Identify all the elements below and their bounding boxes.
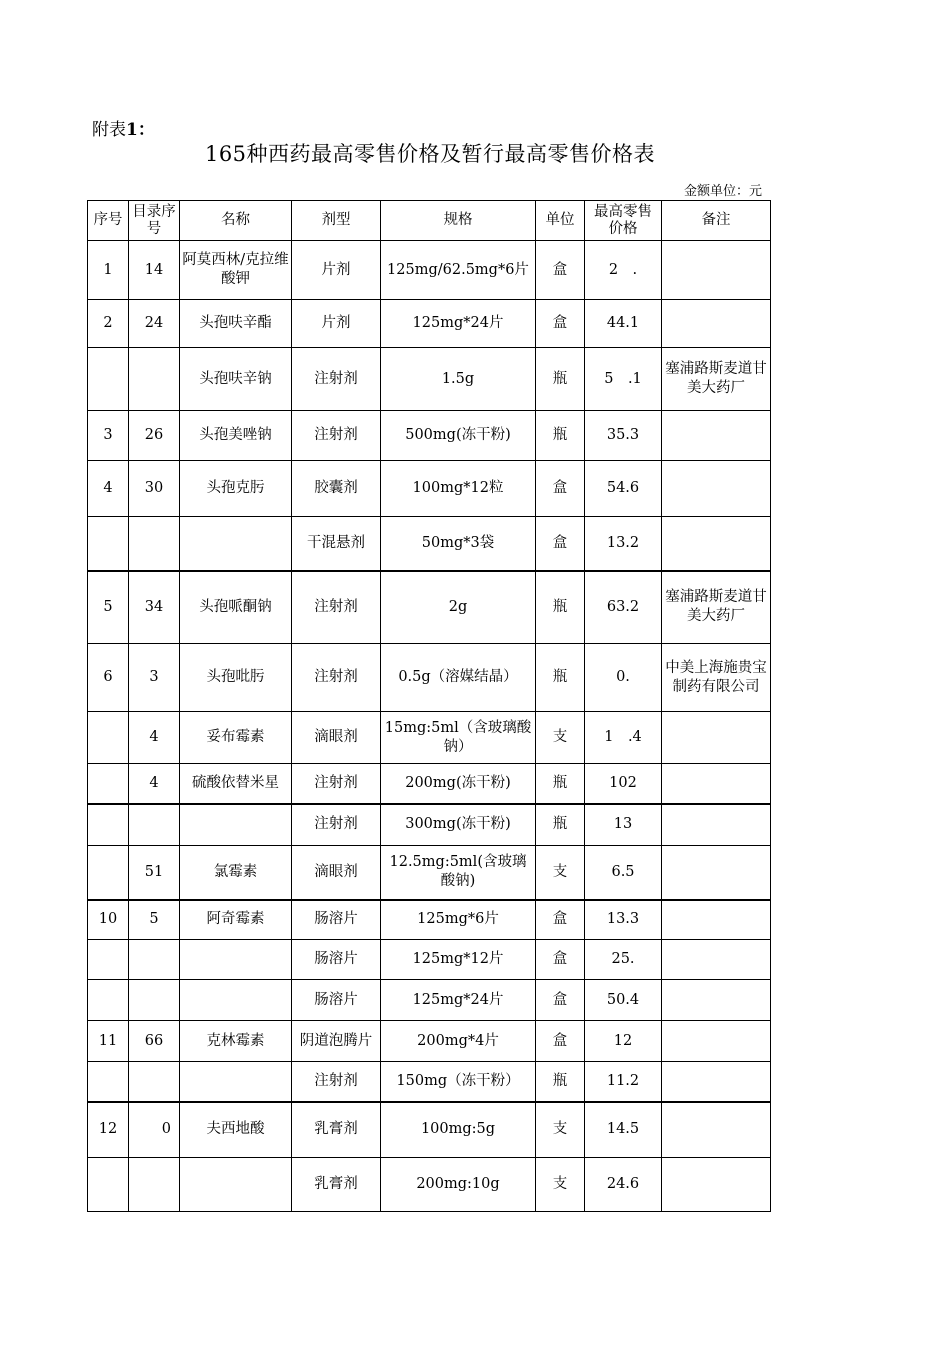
table-row — [88, 846, 771, 900]
cell-spec: 125mg*24片 — [381, 980, 536, 1021]
cell-seq — [88, 804, 129, 846]
cell-price: 12 — [585, 1021, 662, 1062]
cell-name: 阿奇霉素 — [180, 900, 292, 940]
cell-spec: 125mg*24片 — [381, 300, 536, 348]
cell-name — [180, 517, 292, 571]
cell-price: 54.6 — [585, 461, 662, 517]
cell-catalog — [129, 980, 180, 1021]
cell-note — [662, 461, 771, 517]
cell-spec: 2g — [381, 571, 536, 644]
cell-seq — [88, 1062, 129, 1102]
table-row — [88, 411, 771, 461]
cell-seq: 12 — [88, 1102, 129, 1158]
cell-form: 乳膏剂 — [292, 1102, 381, 1158]
cell-catalog — [129, 1062, 180, 1102]
cell-form: 阴道泡腾片 — [292, 1021, 381, 1062]
cell-form: 注射剂 — [292, 571, 381, 644]
cell-catalog — [129, 517, 180, 571]
cell-form: 片剂 — [292, 300, 381, 348]
cell-catalog: 66 — [129, 1021, 180, 1062]
cell-spec: 100mg:5g — [381, 1102, 536, 1158]
cell-note — [662, 846, 771, 900]
cell-name: 硫酸依替米星 — [180, 764, 292, 804]
cell-unit: 盒 — [536, 300, 585, 348]
cell-form: 注射剂 — [292, 644, 381, 712]
cell-name: 夫西地酸 — [180, 1102, 292, 1158]
cell-seq — [88, 846, 129, 900]
cell-seq: 3 — [88, 411, 129, 461]
header-form: 剂型 — [292, 201, 381, 241]
cell-form: 滴眼剂 — [292, 712, 381, 764]
cell-spec: 100mg*12粒 — [381, 461, 536, 517]
cell-catalog — [129, 1158, 180, 1212]
page-title: 165种西药最高零售价格及暂行最高零售价格表 — [204, 142, 656, 166]
header-seq: 序号 — [88, 201, 129, 241]
cell-note — [662, 712, 771, 764]
cell-spec: 50mg*3袋 — [381, 517, 536, 571]
cell-catalog — [129, 348, 180, 411]
cell-form: 滴眼剂 — [292, 846, 381, 900]
cell-price: 6.5 — [585, 846, 662, 900]
cell-spec: 200mg(冻干粉) — [381, 764, 536, 804]
cell-unit: 瓶 — [536, 644, 585, 712]
cell-catalog: 24 — [129, 300, 180, 348]
table-row — [88, 980, 771, 1021]
cell-price: 5 .1 — [585, 348, 662, 411]
table-row — [88, 348, 771, 411]
table-row — [88, 1021, 771, 1062]
cell-note — [662, 940, 771, 980]
cell-unit: 盒 — [536, 980, 585, 1021]
cell-spec: 125mg*6片 — [381, 900, 536, 940]
cell-name: 头孢克肟 — [180, 461, 292, 517]
cell-unit: 盒 — [536, 517, 585, 571]
cell-form: 注射剂 — [292, 804, 381, 846]
cell-price: 13.3 — [585, 900, 662, 940]
cell-spec: 200mg:10g — [381, 1158, 536, 1212]
cell-catalog: 0 — [129, 1102, 180, 1158]
cell-catalog: 34 — [129, 571, 180, 644]
table-row — [88, 712, 771, 764]
cell-spec: 1.5g — [381, 348, 536, 411]
cell-unit: 盒 — [536, 241, 585, 300]
cell-price: 13 — [585, 804, 662, 846]
cell-price: 1 .4 — [585, 712, 662, 764]
cell-catalog: 30 — [129, 461, 180, 517]
cell-spec: 15mg:5ml（含玻璃酸钠） — [381, 712, 536, 764]
header-row — [88, 201, 771, 241]
cell-catalog: 26 — [129, 411, 180, 461]
cell-note — [662, 1102, 771, 1158]
cell-name: 妥布霉素 — [180, 712, 292, 764]
unit-note: 金额单位：元 — [683, 184, 762, 199]
cell-spec: 500mg(冻干粉) — [381, 411, 536, 461]
table-row — [88, 517, 771, 571]
cell-name — [180, 1062, 292, 1102]
price-table — [87, 200, 771, 1212]
cell-name: 头孢呋辛钠 — [180, 348, 292, 411]
cell-note — [662, 804, 771, 846]
cell-spec: 125mg/62.5mg*6片 — [381, 241, 536, 300]
cell-catalog — [129, 804, 180, 846]
cell-seq: 10 — [88, 900, 129, 940]
cell-form: 肠溶片 — [292, 940, 381, 980]
cell-spec: 0.5g（溶媒结晶） — [381, 644, 536, 712]
cell-catalog: 5 — [129, 900, 180, 940]
cell-unit: 支 — [536, 1102, 585, 1158]
cell-seq — [88, 764, 129, 804]
cell-name: 头孢吡肟 — [180, 644, 292, 712]
cell-seq: 2 — [88, 300, 129, 348]
cell-name — [180, 1158, 292, 1212]
table-row — [88, 241, 771, 300]
cell-spec: 12.5mg:5ml(含玻璃酸钠) — [381, 846, 536, 900]
header-catalog: 目录序号 — [129, 201, 180, 241]
table-row — [88, 764, 771, 804]
cell-note — [662, 1062, 771, 1102]
header-note: 备注 — [662, 201, 771, 241]
cell-form: 注射剂 — [292, 348, 381, 411]
cell-seq — [88, 517, 129, 571]
table-row — [88, 461, 771, 517]
cell-form: 肠溶片 — [292, 980, 381, 1021]
cell-price: 11.2 — [585, 1062, 662, 1102]
cell-name: 阿莫西林/克拉维酸钾 — [180, 241, 292, 300]
cell-form: 乳膏剂 — [292, 1158, 381, 1212]
cell-seq: 1 — [88, 241, 129, 300]
table-row — [88, 571, 771, 644]
cell-form: 干混悬剂 — [292, 517, 381, 571]
cell-unit: 瓶 — [536, 804, 585, 846]
cell-name: 氯霉素 — [180, 846, 292, 900]
table-row — [88, 900, 771, 940]
cell-price: 63.2 — [585, 571, 662, 644]
cell-spec: 150mg（冻干粉） — [381, 1062, 536, 1102]
cell-form: 注射剂 — [292, 411, 381, 461]
appendix-label — [92, 115, 155, 140]
header-name: 名称 — [180, 201, 292, 241]
cell-spec: 125mg*12片 — [381, 940, 536, 980]
cell-note — [662, 300, 771, 348]
cell-unit: 支 — [536, 712, 585, 764]
cell-note — [662, 764, 771, 804]
cell-seq — [88, 1158, 129, 1212]
cell-seq: 6 — [88, 644, 129, 712]
cell-form: 注射剂 — [292, 1062, 381, 1102]
cell-spec: 300mg(冻干粉) — [381, 804, 536, 846]
table-row — [88, 1158, 771, 1212]
cell-note: 塞浦路斯麦道甘美大药厂 — [662, 571, 771, 644]
cell-name — [180, 980, 292, 1021]
price-table-body — [88, 201, 771, 1212]
cell-seq — [88, 712, 129, 764]
cell-name — [180, 940, 292, 980]
cell-spec: 200mg*4片 — [381, 1021, 536, 1062]
cell-catalog: 4 — [129, 764, 180, 804]
cell-price: 13.2 — [585, 517, 662, 571]
cell-unit: 瓶 — [536, 348, 585, 411]
cell-catalog: 51 — [129, 846, 180, 900]
cell-seq — [88, 348, 129, 411]
cell-note — [662, 517, 771, 571]
cell-form: 肠溶片 — [292, 900, 381, 940]
cell-price: 50.4 — [585, 980, 662, 1021]
cell-form: 注射剂 — [292, 764, 381, 804]
cell-note — [662, 241, 771, 300]
header-price: 最高零售价格 — [585, 201, 662, 241]
cell-name: 克林霉素 — [180, 1021, 292, 1062]
cell-note — [662, 1021, 771, 1062]
cell-name — [180, 804, 292, 846]
cell-price: 25. — [585, 940, 662, 980]
cell-seq: 11 — [88, 1021, 129, 1062]
cell-note — [662, 980, 771, 1021]
cell-unit: 盒 — [536, 940, 585, 980]
cell-note — [662, 1158, 771, 1212]
cell-form: 片剂 — [292, 241, 381, 300]
table-row — [88, 1062, 771, 1102]
cell-seq: 5 — [88, 571, 129, 644]
cell-name: 头孢美唑钠 — [180, 411, 292, 461]
cell-unit: 支 — [536, 846, 585, 900]
cell-price: 14.5 — [585, 1102, 662, 1158]
cell-note: 中美上海施贵宝制药有限公司 — [662, 644, 771, 712]
cell-unit: 盒 — [536, 900, 585, 940]
table-row — [88, 644, 771, 712]
cell-unit: 瓶 — [536, 411, 585, 461]
cell-price: 2 . — [585, 241, 662, 300]
cell-unit: 瓶 — [536, 571, 585, 644]
cell-name: 头孢哌酮钠 — [180, 571, 292, 644]
cell-seq: 4 — [88, 461, 129, 517]
cell-unit: 支 — [536, 1158, 585, 1212]
cell-note — [662, 900, 771, 940]
cell-seq — [88, 940, 129, 980]
cell-price: 24.6 — [585, 1158, 662, 1212]
cell-catalog — [129, 940, 180, 980]
cell-price: 35.3 — [585, 411, 662, 461]
table-row — [88, 300, 771, 348]
cell-note — [662, 411, 771, 461]
cell-name: 头孢呋辛酯 — [180, 300, 292, 348]
cell-price: 102 — [585, 764, 662, 804]
cell-unit: 瓶 — [536, 764, 585, 804]
cell-note: 塞浦路斯麦道甘美大药厂 — [662, 348, 771, 411]
cell-price: 44.1 — [585, 300, 662, 348]
cell-unit: 瓶 — [536, 1062, 585, 1102]
cell-unit: 盒 — [536, 1021, 585, 1062]
appendix-prefix: 附表 — [92, 120, 126, 140]
table-row — [88, 1102, 771, 1158]
cell-form: 胶囊剂 — [292, 461, 381, 517]
table-row — [88, 804, 771, 846]
header-spec: 规格 — [381, 201, 536, 241]
cell-seq — [88, 980, 129, 1021]
cell-unit: 盒 — [536, 461, 585, 517]
cell-catalog: 3 — [129, 644, 180, 712]
header-unit: 单位 — [536, 201, 585, 241]
appendix-number: 1： — [126, 120, 155, 140]
cell-catalog: 4 — [129, 712, 180, 764]
cell-catalog: 14 — [129, 241, 180, 300]
table-row — [88, 940, 771, 980]
cell-price: 0. — [585, 644, 662, 712]
